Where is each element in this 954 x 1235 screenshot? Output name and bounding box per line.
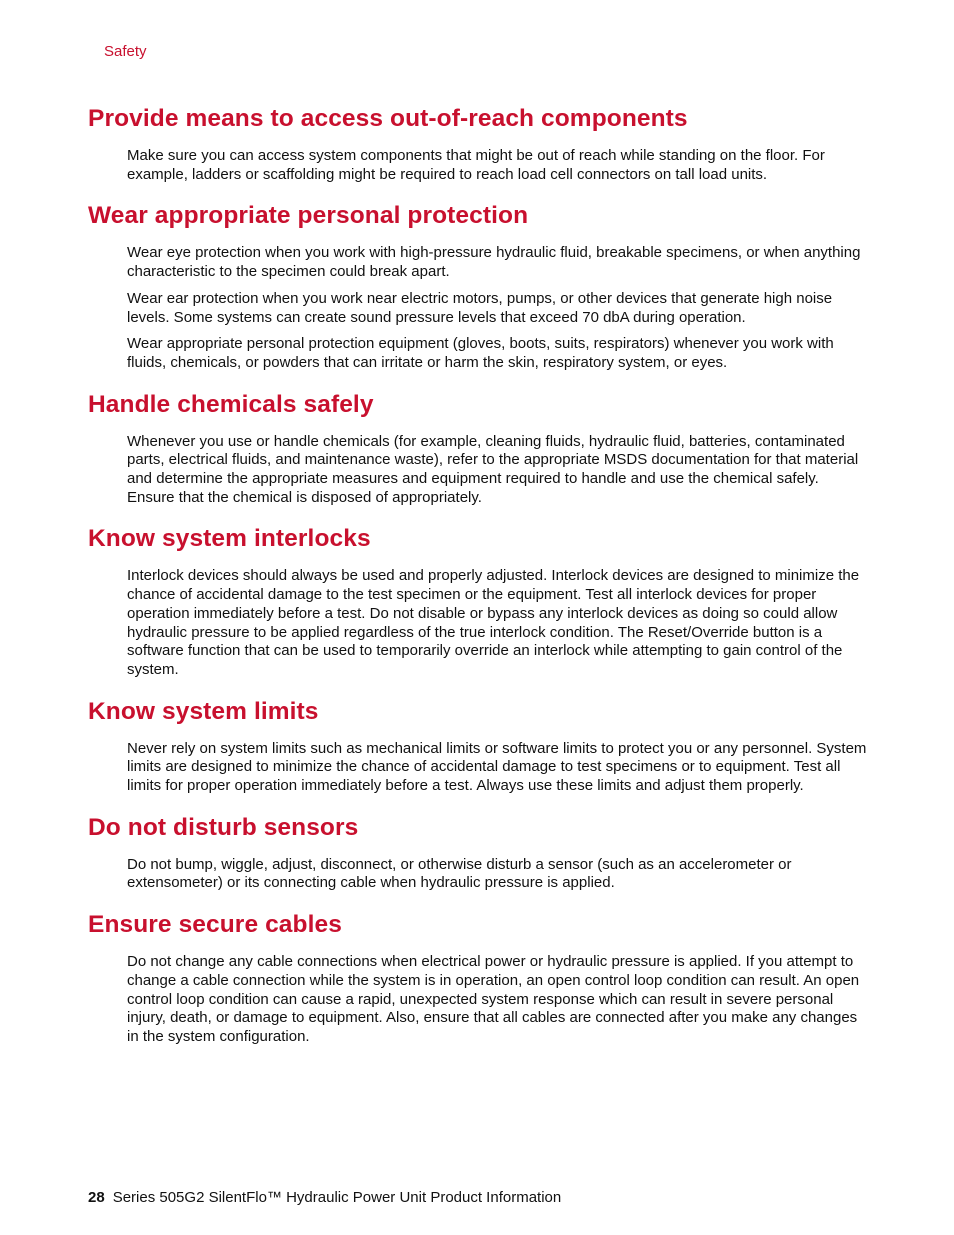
section-text — [127, 567, 867, 679]
section-disturb-sensors — [88, 812, 878, 893]
page-footer — [88, 1189, 561, 1206]
section-heading: Ensure secure cables — [88, 911, 342, 939]
section-text — [127, 147, 867, 184]
section-text — [127, 244, 867, 372]
paragraph: Wear eye protection when you work with high-pressure hydraulic fluid, breakable specimens, or when anything characteristic to the specimen could break apart. — [127, 244, 861, 281]
paragraph: Do not bump, wiggle, adjust, disconnect, or otherwise disturb a sensor (such as an accelerometer or extensometer) or its connecting cable when hydraulic pressure is applied. — [127, 855, 792, 892]
running-header-title: Safety — [104, 43, 147, 60]
paragraph: Make sure you can access system components that might be out of reach while standing on the floor. For example, ladders or scaffolding might be required to reach load cell connectors on tall load units. — [127, 147, 825, 183]
page-number: 28 — [88, 1189, 105, 1206]
section-heading: Handle chemicals safely — [88, 390, 374, 418]
section-heading: Do not disturb sensors — [88, 813, 359, 841]
section-access-components — [88, 103, 878, 184]
paragraph: Never rely on system limits such as mechanical limits or software limits to protect you or any personnel. System limits are designed to minimize the chance of accidental damage to test specimens or to equipment. Test all limits for proper operation immediately before a test. Always use these limits and adjust them properly. — [127, 739, 867, 795]
paragraph: Whenever you use or handle chemicals (for example, cleaning fluids, hydraulic fluid, batteries, contaminated parts, electrical fluids, and maintenance waste), refer to the appropriate MSDS documentation for that material and determine the appropriate measures and equipment required to handle and use the chemical safely. Ensure that the chemical is disposed of appropriately. — [127, 432, 859, 506]
paragraph: Wear appropriate personal protection equipment (gloves, boots, suits, respirators) whenever you work with fluids, chemicals, or powders that can irritate or harm the skin, respiratory system, or eyes. — [127, 335, 834, 371]
paragraph: Do not change any cable connections when electrical power or hydraulic pressure is applied. If you attempt to change a cable connection while the system is in operation, an open control loop condition can result. An open control loop condition can cause a rapid, unexpected system response which can result in severe personal injury, death, or damage to equipment. Also, ensure that all cables are connected after you make any changes in the system configuration. — [127, 953, 860, 1045]
section-text — [127, 856, 867, 893]
section-handle-chemicals — [88, 389, 878, 508]
section-heading: Know system limits — [88, 697, 319, 725]
section-heading: Provide means to access out-of-reach components — [88, 105, 688, 132]
section-text — [127, 953, 867, 1047]
section-system-interlocks — [88, 523, 878, 679]
footer-doc-title: Series 505G2 SilentFlo™ Hydraulic Power Unit Product Information — [112, 1189, 562, 1206]
section-heading: Wear appropriate personal protection — [88, 202, 529, 230]
section-heading: Know system interlocks — [88, 525, 371, 553]
paragraph: Wear ear protection when you work near electric motors, pumps, or other devices that generate high noise levels. Some systems can create sound pressure levels that exceed 70 dbA during operation. — [127, 289, 833, 326]
section-secure-cables — [88, 909, 878, 1047]
section-text — [127, 433, 867, 508]
section-text — [127, 740, 867, 796]
section-personal-protection — [88, 200, 878, 372]
section-system-limits — [88, 696, 878, 796]
document-body — [88, 103, 878, 1055]
paragraph: Interlock devices should always be used and properly adjusted. Interlock devices are designed to minimize the chance of accidental damage to the test specimen or the equipment. Test all interlock devices for proper operation immediately before a test. Do not disable or bypass any interlock devices as doing so could allow hydraulic pressure to be applied regardless of the true interlock condition. The Reset/Override button is a software function that can be used to temporarily override an interlock while attempting to gain control of the system. — [127, 567, 860, 678]
